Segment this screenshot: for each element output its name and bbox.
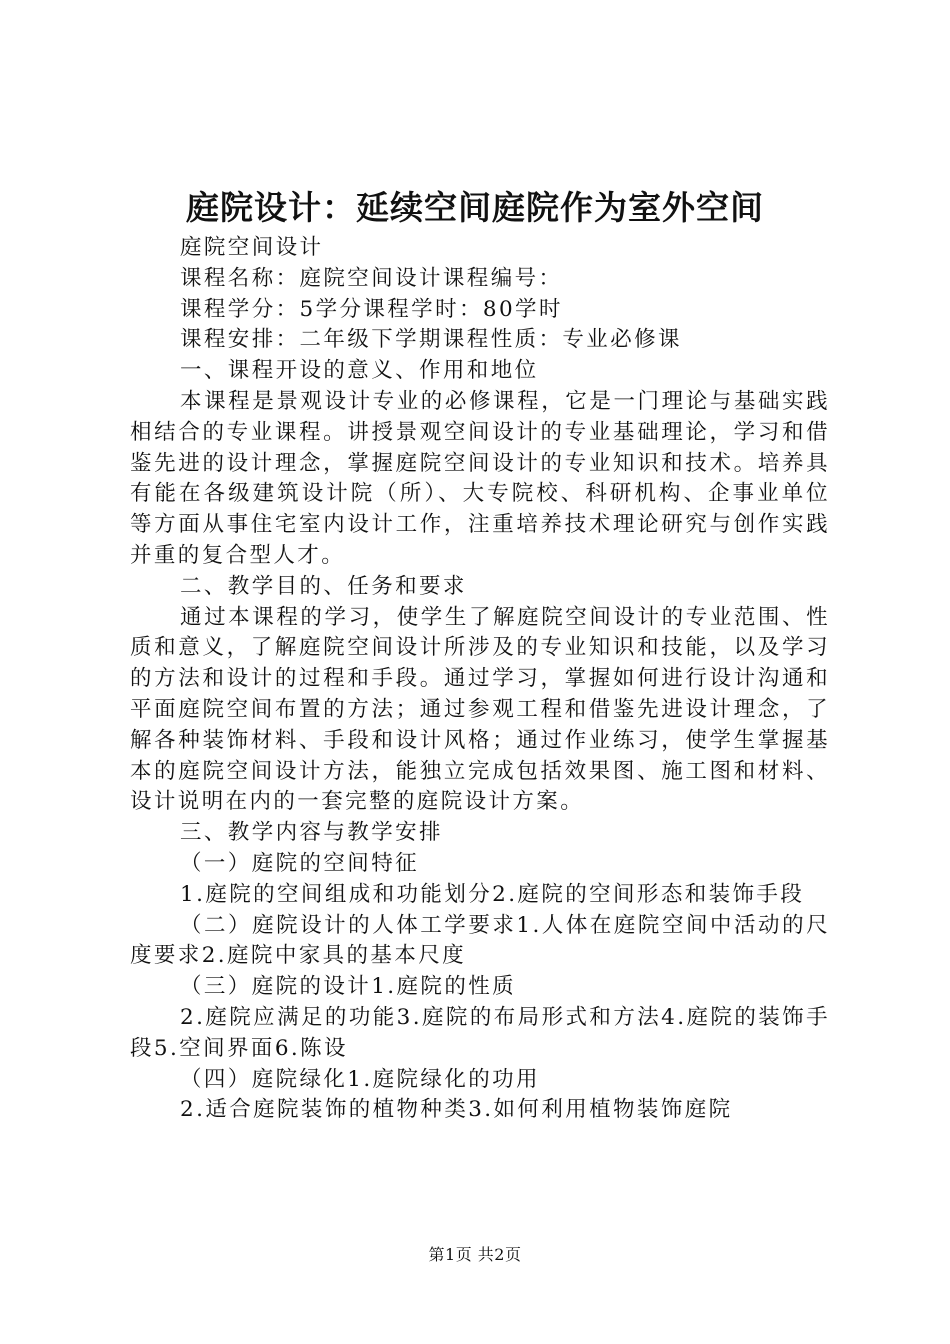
subsection-3-text: 2.庭院应满足的功能3.庭院的布局形式和方法4.庭院的装饰手段5.空间界面6.陈设 xyxy=(130,1004,830,1061)
course-credit-line: 课程学分：5学分课程学时：80学时 xyxy=(180,296,563,322)
course-schedule-line: 课程安排：二年级下学期课程性质：专业必修课 xyxy=(180,327,682,353)
course-name-line: 课程名称：庭院空间设计课程编号： xyxy=(180,265,563,291)
page-number-footer: 第1页 共2页 xyxy=(428,1245,522,1264)
subsection-4-text: 2.适合庭院装饰的植物种类3.如何利用植物装饰庭院 xyxy=(180,1097,733,1123)
section-heading-2: 二、教学目的、任务和要求 xyxy=(180,573,467,599)
document-body xyxy=(130,233,830,1126)
section-heading-1: 一、课程开设的意义、作用和地位 xyxy=(180,358,539,384)
subsection-4-heading: （四）庭院绿化1.庭院绿化的功用 xyxy=(180,1066,540,1092)
subsection-1-text: 1.庭院的空间组成和功能划分2.庭院的空间形态和装饰手段 xyxy=(180,881,805,907)
section-2-paragraph: 通过本课程的学习，使学生了解庭院空间设计的专业范围、性质和意义，了解庭院空间设计所涉及的专业知识和技能，以及学习的方法和设计的过程和手段。通过学习，掌握如何进行设计沟通和平面庭院空间布置的方法；通过参观工程和借鉴先进设计理念，了解各种装饰材料、手段和设计风格；通过作业练习，使学生掌握基本的庭院空间设计方法，能独立完成包括效果图、施工图和材料、设计说明在内的一套完整的庭院设计方案。 xyxy=(130,604,830,815)
subsection-2-text: （二）庭院设计的人体工学要求1.人体在庭院空间中活动的尺度要求2.庭院中家具的基本尺度 xyxy=(130,912,830,969)
subsection-1-heading: （一）庭院的空间特征 xyxy=(180,850,420,876)
section-heading-3: 三、教学内容与教学安排 xyxy=(180,820,443,846)
document-title: 庭院设计：延续空间庭院作为室外空间 xyxy=(186,188,764,227)
section-1-paragraph: 本课程是景观设计专业的必修课程，它是一门理论与基础实践相结合的专业课程。讲授景观空间设计的专业基础理论，学习和借鉴先进的设计理念，掌握庭院空间设计的专业知识和技术。培养具有能在各级建筑设计院（所）、大专院校、科研机构、企事业单位等方面从事住宅室内设计工作，注重培养技术理论研究与创作实践并重的复合型人才。 xyxy=(130,388,830,568)
subsection-3-heading: （三）庭院的设计1.庭院的性质 xyxy=(180,974,517,1000)
subtitle-line: 庭院空间设计 xyxy=(180,235,324,260)
